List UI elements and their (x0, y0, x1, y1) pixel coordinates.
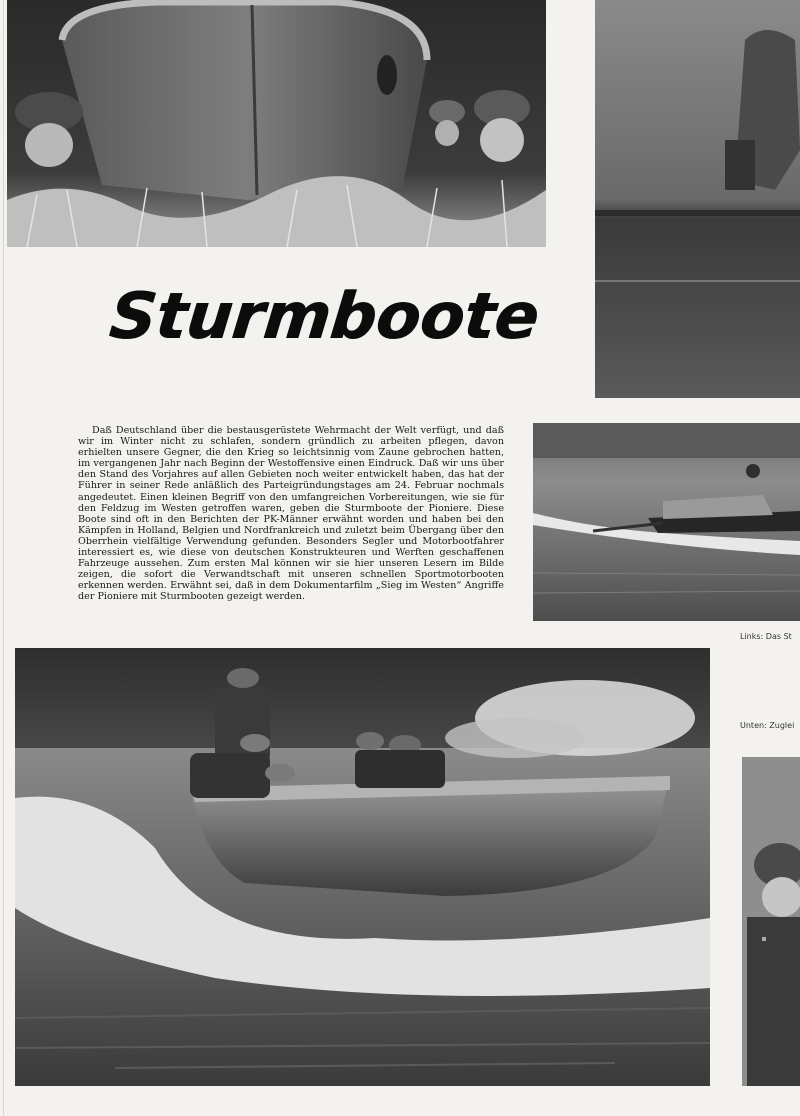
photo-soldier-helmet (742, 757, 800, 1086)
caption-left: Links: Das St (740, 632, 792, 641)
page-edge (3, 0, 4, 1116)
page-title: Sturmboote (106, 280, 543, 354)
caption-bottom: Unten: Zuglei (740, 721, 795, 730)
photo-soldier-river-bank (595, 0, 800, 398)
photo-assault-boat-wake (533, 423, 800, 621)
photo-assault-boat-speeding (15, 648, 710, 1086)
photo-soldiers-behind-boat (7, 0, 546, 247)
article-text: Daß Deutschland über die bestausgerüstete Wehrmacht der Welt verfügt, und daß wir im Winter nicht zu schlafen, sondern gründlich zu arbeiten pflegen, davon erhielten unsere Gegner, die den Krieg so leichtsinnig vom Zaune gebrochen hatten, im vergangenen Jahr nach Beginn der Westoffensive einen Eindruck. Daß wir uns über den Stand des Vorjahres auf allen Gebieten noch weiter entwickelt haben, das hat der Führer in seiner Rede anläßlich des Parteigründungstages am 24. Februar nochmals angedeutet. Einen kleinen Begriff von den umfangreichen Vorbereitungen, wie sie für den Feldzug im Westen getroffen waren, geben die Sturmboote der Pioniere. Diese Boote sind oft in den Berichten der PK-Männer erwähnt worden und haben bei den Kämpfen in Holland, Belgien und Nordfrankreich und zuletzt beim Übergang über den Oberrhein vielfältige Verwendung gefunden. Besonders Segler und Motorbootfahrer interessiert es, wie diese von deutschen Konstrukteuren und Werften geschaffenen Fahrzeuge aussehen. Zum ersten Mal können wir sie hier unseren Lesern im Bilde zeigen, die sofort die Verwandtschaft mit unseren schnellen Sportmotorbooten erkennen werden. Erwähnt sei, daß in dem Dokumentarfilm „Sieg im Westen“ Angriffe der Pioniere mit Sturmbooten gezeigt werden. (78, 425, 504, 603)
